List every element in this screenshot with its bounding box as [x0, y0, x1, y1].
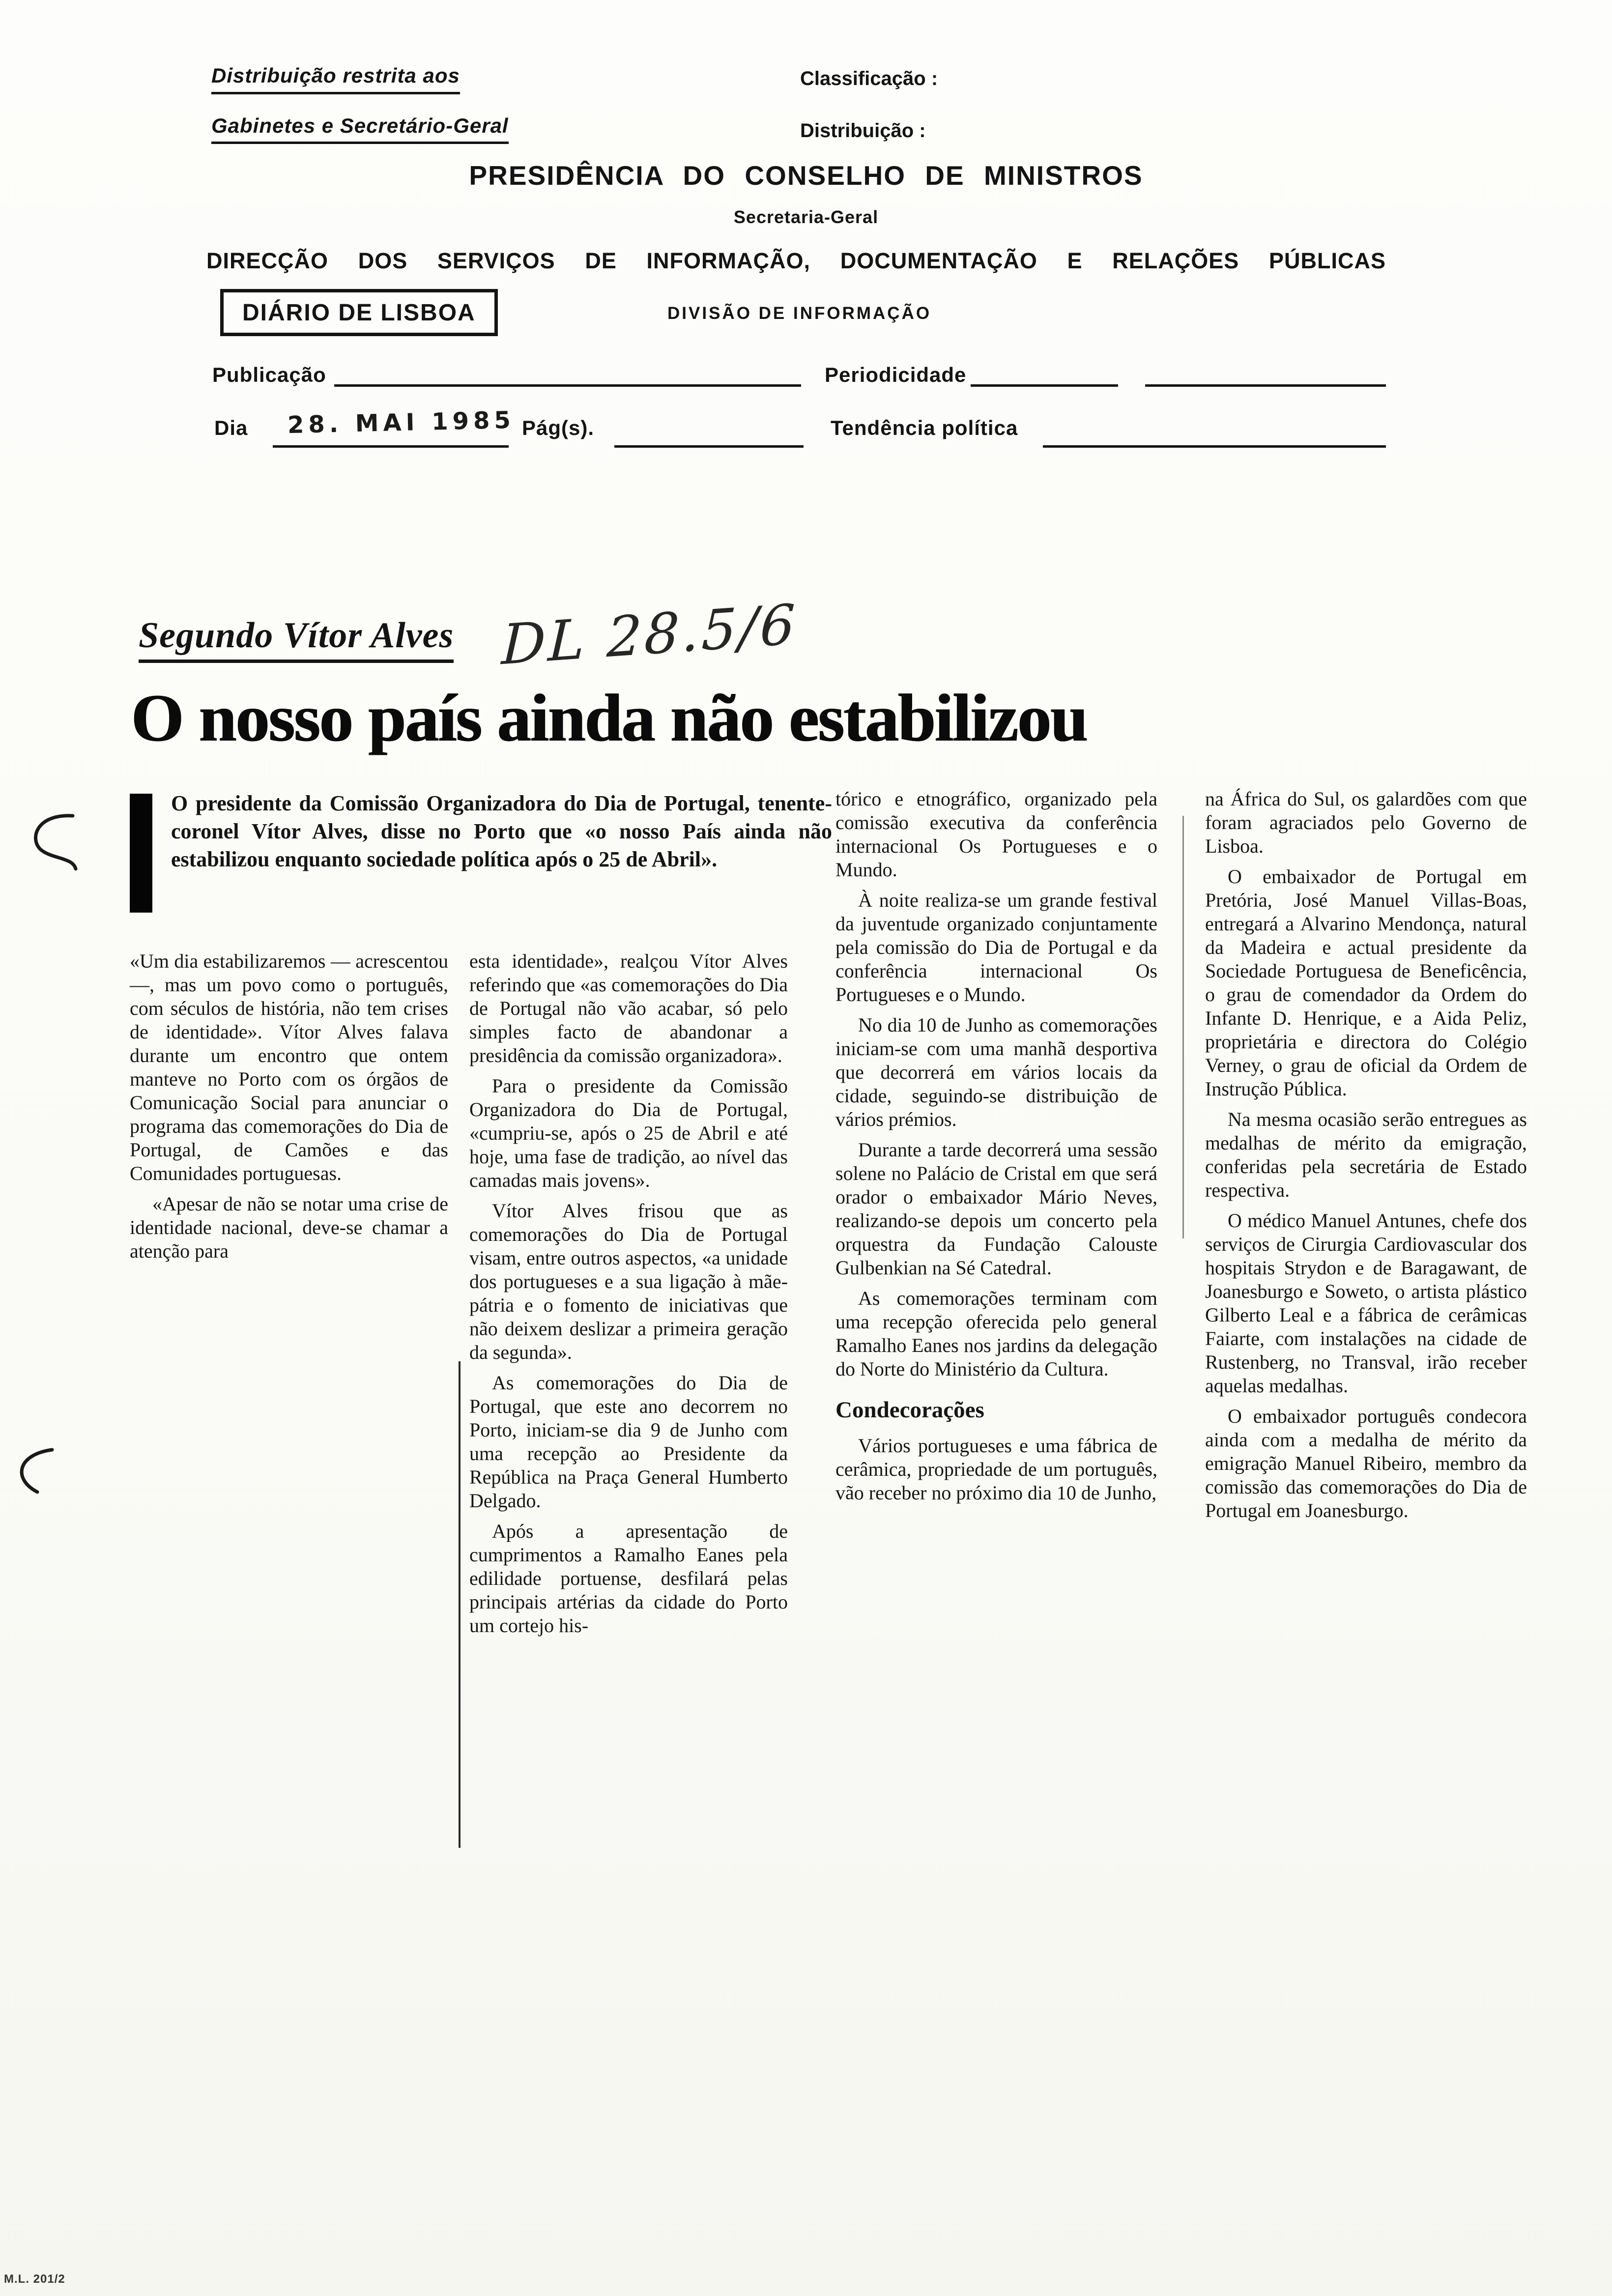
periodicity-field-label: Periodicidade — [825, 363, 967, 386]
publication-blank-line — [334, 381, 801, 387]
column-3-top-paragraphs — [835, 787, 1157, 1381]
classification-label: Classificação : — [800, 68, 938, 89]
pages-field-label: Pág(s). — [522, 416, 595, 439]
restricted-note-line-2: Gabinetes e Secretário-Geral — [211, 113, 509, 144]
article-paragraph: À noite realiza-se um grande festival da juventude organizado conjuntamente pela comissão do Dia de Portugal e da conferência internacional Os Portugueses e o Mundo. — [835, 889, 1157, 1005]
article-column-1 — [130, 949, 448, 1270]
article-paragraph: Após a apresentação de cumprimentos a Ramalho Eanes pela edilidade portuense, desfilará pelas principais artérias da cidade do Porto um cortejo his- — [469, 1520, 788, 1636]
periodicity-blank-line — [971, 381, 1118, 387]
article-kicker: Segundo Vítor Alves — [139, 617, 454, 663]
distribution-label: Distribuição : — [800, 120, 926, 142]
article-paragraph: Vários portugueses e uma fábrica de cerâmica, propriedade de um português, vão receber no próximo dia 10 de Junho, — [835, 1434, 1157, 1504]
lead-drop-bar — [130, 794, 152, 913]
article-paragraph: Vítor Alves frisou que as comemorações do Dia de Portugal visam, entre outros aspectos, «a unidade dos portugueses e a sua ligação à mãe-pátria e o fomento de iniciativas que não deixem deslizar a primeira geração da segunda». — [469, 1200, 788, 1363]
article-paragraph: tórico e etnográfico, organizado pela comissão executiva da conferência internacional Os Portugueses e o Mundo. — [835, 788, 1157, 881]
article-paragraph: Durante a tarde decorrerá uma sessão solene no Palácio de Cristal em que será orador o embaixador Mário Neves, realizando-se depois um concerto pela orquestra da Fundação Calouste Gulbenkian na Sé Catedral. — [835, 1139, 1157, 1279]
column-3-bottom-paragraphs — [835, 1434, 1157, 1505]
periodicity-blank-line-2 — [1145, 381, 1386, 387]
article-column-3 — [835, 787, 1157, 1512]
organization-title: PRESIDÊNCIA DO CONSELHO DE MINISTROS — [469, 160, 1143, 191]
publication-source-box: DIÁRIO DE LISBOA — [220, 289, 498, 336]
article-paragraph: na África do Sul, os galardões com que foram agraciados pelo Governo de Lisboa. — [1205, 788, 1527, 857]
article-paragraph: As comemorações terminam com uma recepção oferecida pelo general Ramalho Eanes nos jardins da delegação do Norte do Ministério da Cultura. — [835, 1287, 1157, 1380]
article-paragraph: «Um dia estabilizaremos — acrescentou —, mas um povo como o português, com séculos de história, não tem crises de identidade». Vítor Alves falava durante um encontro que ontem manteve no Porto com os órgãos de Comunicação Social para anunciar o programa das comemorações do Dia de Portugal, de Camões e das Comunidades portuguesas. — [130, 950, 448, 1184]
directorate-line: DIRECÇÃO DOS SERVIÇOS DE INFORMAÇÃO, DOCUMENTAÇÃO E RELAÇÕES PÚBLICAS — [206, 248, 1386, 273]
date-stamp: 28. MAI 1985 — [287, 406, 516, 439]
publication-field-label: Publicação — [212, 363, 326, 386]
article-lead: O presidente da Comissão Organizadora do Dia de Portugal, tenente-coronel Vítor Alves, disse no Porto que «o nosso País ainda não estabilizou enquanto sociedade política após o 25 de Abril». — [171, 791, 832, 871]
column-rule-1 — [459, 1361, 461, 1848]
article-subhead: Condecorações — [835, 1397, 984, 1423]
article-headline: O nosso país ainda não estabilizou — [131, 680, 1087, 755]
article-paragraph: Para o presidente da Comissão Organizadora do Dia de Portugal, «cumpriu-se, após o 25 de Abril e até hoje, uma fase de tradição, ao nível das camadas mais jovens». — [469, 1075, 788, 1191]
restricted-note-line-1: Distribuição restrita aos — [211, 63, 460, 94]
organization-subtitle: Secretaria-Geral — [733, 207, 879, 227]
article-column-4 — [1205, 787, 1527, 1529]
column-rule-2 — [1182, 816, 1184, 1238]
article-paragraph: O médico Manuel Antunes, chefe dos serviços de Cirurgia Cardiovascular dos hospitais Strydon e de Baragawant, de Joanesburgo e Soweto, o artista plástico Gilberto Leal e a fábrica de cerâmicas Faiarte, com instalações na cidade de Rustenberg, no Transval, irão receber aquelas medalhas. — [1205, 1209, 1527, 1397]
tendency-field-label: Tendência política — [831, 416, 1018, 439]
article-paragraph: O embaixador de Portugal em Pretória, José Manuel Villas-Boas, entregará a Alvarino Mendonça, natural da Madeira e actual presidente da Sociedade Portuguesa de Beneficência, o grau de comendador da Ordem do Infante D. Henrique, e a Aida Peliz, proprietária e directora do Colégio Verney, o grau de oficial da Ordem de Instrução Pública. — [1205, 865, 1527, 1100]
day-field-label: Dia — [214, 416, 248, 439]
article-paragraph: Na mesma ocasião serão entregues as medalhas de mérito da emigração, conferidas pela secretária de Estado respectiva. — [1205, 1108, 1527, 1201]
margin-scribble-2 — [9, 1445, 60, 1501]
article-paragraph: esta identidade», realçou Vítor Alves referindo que «as comemorações do Dia de Portugal não vão acabar, só pelo simples facto de abandonar a presidência da comissão organizadora». — [469, 950, 788, 1066]
article-paragraph: As comemorações do Dia de Portugal, que este ano decorrem no Porto, iniciam-se dia 9 de Junho com uma recepção ao Presidente da República na Praça General Humberto Delgado. — [469, 1372, 788, 1512]
form-number-mark: M.L. 201/2 — [4, 2272, 65, 2286]
article-column-2 — [469, 949, 788, 1644]
handwritten-annotation: DL 28.5/6 — [500, 592, 799, 678]
restricted-distribution-note — [211, 63, 509, 163]
day-blank-line — [273, 442, 509, 448]
article-paragraph: O embaixador português condecora ainda com a medalha de mérito da emigração Manuel Ribeiro, membro da comissão das comemorações do Dia de Portugal em Joanesburgo. — [1205, 1405, 1527, 1521]
article-paragraph: «Apesar de não se notar uma crise de identidade nacional, deve-se chamar a atenção para — [130, 1193, 448, 1262]
pages-blank-line — [614, 442, 804, 448]
article-paragraph: No dia 10 de Junho as comemorações iniciam-se com uma manhã desportiva que decorrerá em vários locais da cidade, seguindo-se distribuição de vários prémios. — [835, 1014, 1157, 1130]
division-line: DIVISÃO DE INFORMAÇÃO — [667, 304, 932, 323]
margin-scribble-1 — [26, 810, 81, 874]
tendency-blank-line — [1043, 442, 1386, 448]
